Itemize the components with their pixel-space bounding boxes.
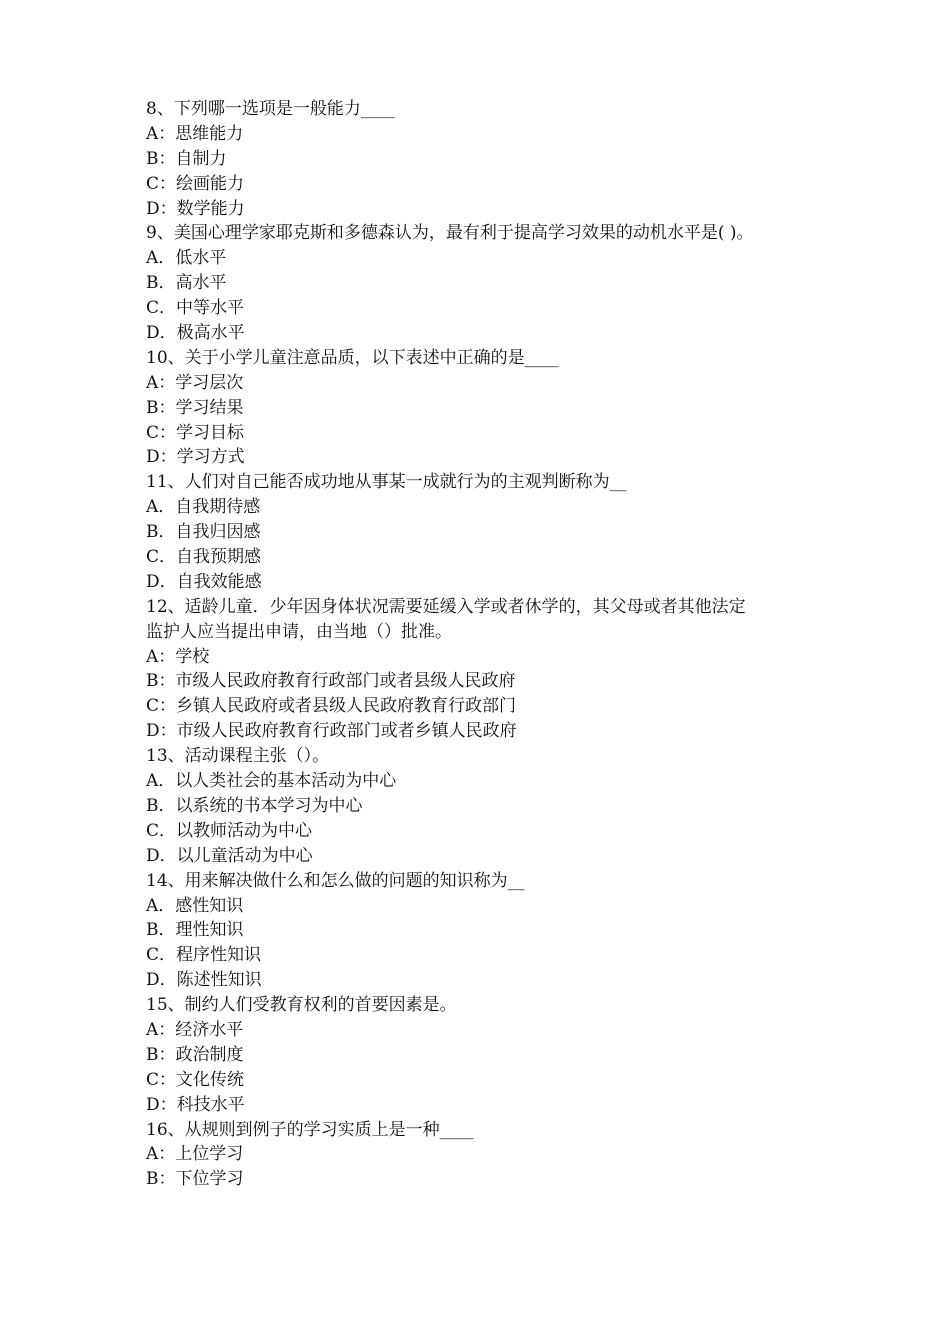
question-10-option-d: D：学习方式 <box>146 447 245 468</box>
question-9-option-d: D．极高水平 <box>146 323 245 344</box>
question-8-option-b: B：自制力 <box>146 148 227 169</box>
question-9-option-b: B．高水平 <box>146 273 227 294</box>
question-16-stem: 16、从规则到例子的学习实质上是一种____ <box>146 1119 474 1140</box>
question-11-option-c: C．自我预期感 <box>146 547 262 568</box>
question-10-stem: 10、关于小学儿童注意品质，以下表述中正确的是____ <box>146 347 559 368</box>
question-12-option-c: C：乡镇人民政府或者县级人民政府教育行政部门 <box>146 696 517 717</box>
question-8-option-c: C：绘画能力 <box>146 173 245 194</box>
question-14-option-b: B．理性知识 <box>146 920 244 941</box>
question-10-option-a: A：学习层次 <box>146 372 244 393</box>
question-14-option-c: C．程序性知识 <box>146 945 262 966</box>
question-9-stem: 9、美国心理学家耶克斯和多德森认为，最有利于提高学习效果的动机水平是( )。 <box>146 223 754 244</box>
question-8-option-a: A：思维能力 <box>146 123 244 144</box>
question-11-option-b: B．自我归因感 <box>146 522 261 543</box>
question-15-option-b: B：政治制度 <box>146 1044 244 1065</box>
question-9-option-c: C．中等水平 <box>146 298 245 319</box>
question-13-stem: 13、活动课程主张（）。 <box>146 746 330 767</box>
question-14-stem: 14、用来解决做什么和怎么做的问题的知识称为__ <box>146 870 525 891</box>
question-8-stem: 8、下列哪一选项是一般能力____ <box>146 99 395 119</box>
question-11-option-a: A．自我期待感 <box>146 497 261 518</box>
question-15-option-d: D：科技水平 <box>146 1094 245 1115</box>
question-10-option-b: B：学习结果 <box>146 397 244 418</box>
question-16-option-a: A：上位学习 <box>146 1144 244 1165</box>
question-10-option-c: C：学习目标 <box>146 422 245 443</box>
question-14-option-a: A．感性知识 <box>146 895 244 916</box>
question-11-option-d: D．自我效能感 <box>146 571 262 592</box>
question-12-option-a: A：学校 <box>146 646 210 667</box>
question-list <box>146 97 826 1192</box>
question-12-option-d: D：市级人民政府教育行政部门或者乡镇人民政府 <box>146 721 517 742</box>
question-12-option-b: B：市级人民政府教育行政部门或者县级人民政府 <box>146 671 516 692</box>
question-9-option-a: A．低水平 <box>146 248 227 269</box>
question-15-stem: 15、制约人们受教育权利的首要因素是。 <box>146 995 457 1016</box>
question-11-stem: 11、人们对自己能否成功地从事某一成就行为的主观判断称为__ <box>146 472 627 493</box>
question-15-option-c: C：文化传统 <box>146 1069 245 1090</box>
question-13-option-a: A．以人类社会的基本活动为中心 <box>146 771 397 792</box>
question-12-stem-line-2: 监护人应当提出申请，由当地（）批准。 <box>146 621 452 642</box>
question-13-option-d: D．以儿童活动为中心 <box>146 845 313 866</box>
question-13-option-b: B．以系统的书本学习为中心 <box>146 795 363 816</box>
question-16-option-b: B：下位学习 <box>146 1169 244 1190</box>
question-15-option-a: A：经济水平 <box>146 1019 244 1040</box>
question-8-option-d: D：数学能力 <box>146 198 245 219</box>
question-14-option-d: D．陈述性知识 <box>146 970 262 991</box>
question-13-option-c: C．以教师活动为中心 <box>146 820 313 841</box>
question-12-stem-line-1: 12、适龄儿童．少年因身体状况需要延缓入学或者休学的，其父母或者其他法定 <box>146 596 746 617</box>
